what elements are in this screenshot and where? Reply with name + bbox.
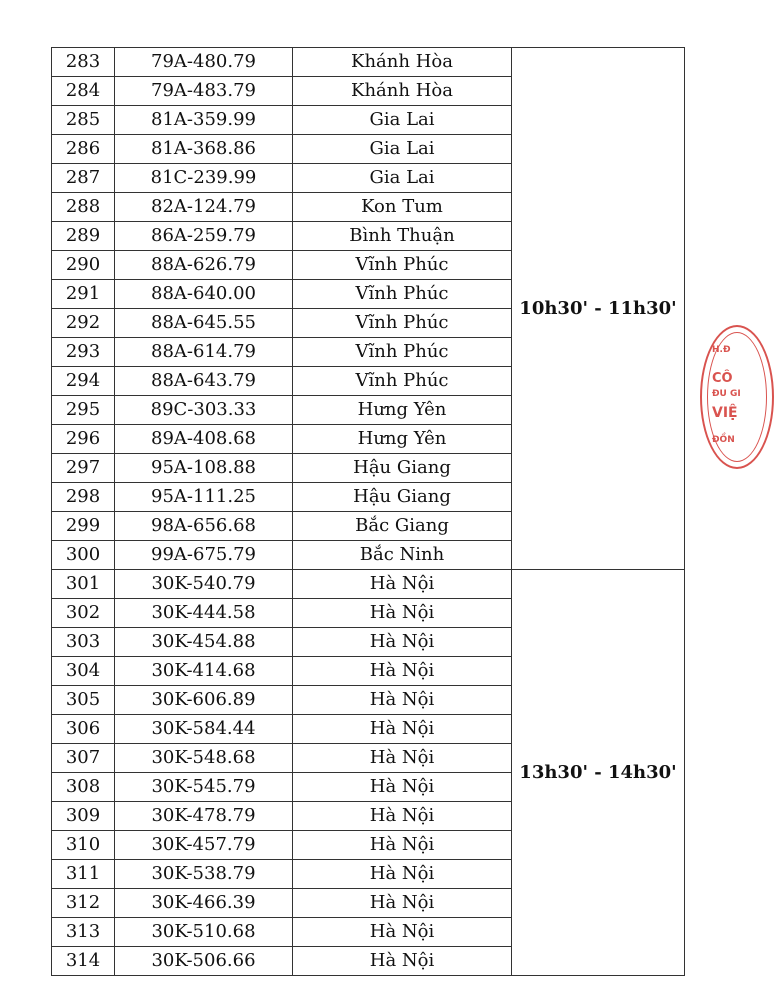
province-cell: Hậu Giang [293, 483, 512, 512]
province-cell: Vĩnh Phúc [293, 251, 512, 280]
row-number-cell: 314 [52, 947, 115, 976]
license-plate-cell: 88A-614.79 [115, 338, 293, 367]
plate-auction-table [51, 47, 685, 976]
table-row [52, 570, 685, 599]
province-cell: Gia Lai [293, 106, 512, 135]
license-plate-cell: 81A-359.99 [115, 106, 293, 135]
row-number-cell: 299 [52, 512, 115, 541]
row-number-cell: 286 [52, 135, 115, 164]
row-number-cell: 302 [52, 599, 115, 628]
license-plate-cell: 30K-414.68 [115, 657, 293, 686]
license-plate-cell: 95A-108.88 [115, 454, 293, 483]
stamp-text: H.Đ [712, 345, 731, 355]
license-plate-cell: 30K-444.58 [115, 599, 293, 628]
row-number-cell: 301 [52, 570, 115, 599]
province-cell: Khánh Hòa [293, 48, 512, 77]
license-plate-cell: 30K-545.79 [115, 773, 293, 802]
province-cell: Hà Nội [293, 831, 512, 860]
province-cell: Hà Nội [293, 657, 512, 686]
license-plate-cell: 89A-408.68 [115, 425, 293, 454]
province-cell: Hà Nội [293, 715, 512, 744]
license-plate-cell: 95A-111.25 [115, 483, 293, 512]
row-number-cell: 290 [52, 251, 115, 280]
province-cell: Gia Lai [293, 164, 512, 193]
province-cell: Bình Thuận [293, 222, 512, 251]
row-number-cell: 306 [52, 715, 115, 744]
row-number-cell: 313 [52, 918, 115, 947]
province-cell: Hà Nội [293, 947, 512, 976]
time-slot-cell: 10h30' - 11h30' [512, 48, 685, 570]
license-plate-cell: 30K-478.79 [115, 802, 293, 831]
row-number-cell: 293 [52, 338, 115, 367]
row-number-cell: 308 [52, 773, 115, 802]
row-number-cell: 305 [52, 686, 115, 715]
license-plate-cell: 30K-540.79 [115, 570, 293, 599]
province-cell: Khánh Hòa [293, 77, 512, 106]
row-number-cell: 303 [52, 628, 115, 657]
row-number-cell: 310 [52, 831, 115, 860]
province-cell: Hà Nội [293, 860, 512, 889]
license-plate-cell: 98A-656.68 [115, 512, 293, 541]
province-cell: Hà Nội [293, 744, 512, 773]
province-cell: Hậu Giang [293, 454, 512, 483]
row-number-cell: 285 [52, 106, 115, 135]
stamp-text: ĐỒN [712, 435, 735, 445]
province-cell: Hà Nội [293, 889, 512, 918]
license-plate-cell: 30K-454.88 [115, 628, 293, 657]
license-plate-cell: 30K-457.79 [115, 831, 293, 860]
row-number-cell: 292 [52, 309, 115, 338]
license-plate-cell: 88A-643.79 [115, 367, 293, 396]
row-number-cell: 295 [52, 396, 115, 425]
stamp-text: ĐU GI [712, 389, 741, 399]
province-cell: Hưng Yên [293, 425, 512, 454]
license-plate-cell: 30K-510.68 [115, 918, 293, 947]
province-cell: Hà Nội [293, 918, 512, 947]
province-cell: Gia Lai [293, 135, 512, 164]
stamp-text: CÔ [712, 371, 733, 386]
license-plate-cell: 99A-675.79 [115, 541, 293, 570]
row-number-cell: 298 [52, 483, 115, 512]
time-slot-cell: 13h30' - 14h30' [512, 570, 685, 976]
province-cell: Vĩnh Phúc [293, 309, 512, 338]
province-cell: Vĩnh Phúc [293, 367, 512, 396]
row-number-cell: 288 [52, 193, 115, 222]
license-plate-cell: 86A-259.79 [115, 222, 293, 251]
row-number-cell: 312 [52, 889, 115, 918]
province-cell: Hà Nội [293, 570, 512, 599]
license-plate-cell: 79A-483.79 [115, 77, 293, 106]
province-cell: Bắc Ninh [293, 541, 512, 570]
license-plate-cell: 30K-466.39 [115, 889, 293, 918]
row-number-cell: 297 [52, 454, 115, 483]
row-number-cell: 300 [52, 541, 115, 570]
province-cell: Kon Tum [293, 193, 512, 222]
license-plate-cell: 30K-584.44 [115, 715, 293, 744]
license-plate-cell: 30K-606.89 [115, 686, 293, 715]
province-cell: Bắc Giang [293, 512, 512, 541]
province-cell: Vĩnh Phúc [293, 338, 512, 367]
license-plate-cell: 30K-538.79 [115, 860, 293, 889]
row-number-cell: 289 [52, 222, 115, 251]
row-number-cell: 296 [52, 425, 115, 454]
province-cell: Hà Nội [293, 773, 512, 802]
license-plate-cell: 81A-368.86 [115, 135, 293, 164]
row-number-cell: 304 [52, 657, 115, 686]
license-plate-cell: 88A-645.55 [115, 309, 293, 338]
license-plate-cell: 81C-239.99 [115, 164, 293, 193]
red-stamp-seal [700, 325, 774, 469]
license-plate-cell: 88A-626.79 [115, 251, 293, 280]
license-plate-cell: 30K-506.66 [115, 947, 293, 976]
stamp-text: VIỆ [712, 405, 738, 421]
license-plate-cell: 82A-124.79 [115, 193, 293, 222]
row-number-cell: 291 [52, 280, 115, 309]
province-cell: Hà Nội [293, 599, 512, 628]
license-plate-cell: 89C-303.33 [115, 396, 293, 425]
row-number-cell: 309 [52, 802, 115, 831]
province-cell: Hưng Yên [293, 396, 512, 425]
license-plate-cell: 79A-480.79 [115, 48, 293, 77]
row-number-cell: 283 [52, 48, 115, 77]
province-cell: Hà Nội [293, 686, 512, 715]
row-number-cell: 307 [52, 744, 115, 773]
row-number-cell: 311 [52, 860, 115, 889]
license-plate-cell: 30K-548.68 [115, 744, 293, 773]
table-body [52, 48, 685, 976]
table-row [52, 48, 685, 77]
row-number-cell: 284 [52, 77, 115, 106]
province-cell: Vĩnh Phúc [293, 280, 512, 309]
province-cell: Hà Nội [293, 802, 512, 831]
row-number-cell: 287 [52, 164, 115, 193]
row-number-cell: 294 [52, 367, 115, 396]
province-cell: Hà Nội [293, 628, 512, 657]
license-plate-cell: 88A-640.00 [115, 280, 293, 309]
